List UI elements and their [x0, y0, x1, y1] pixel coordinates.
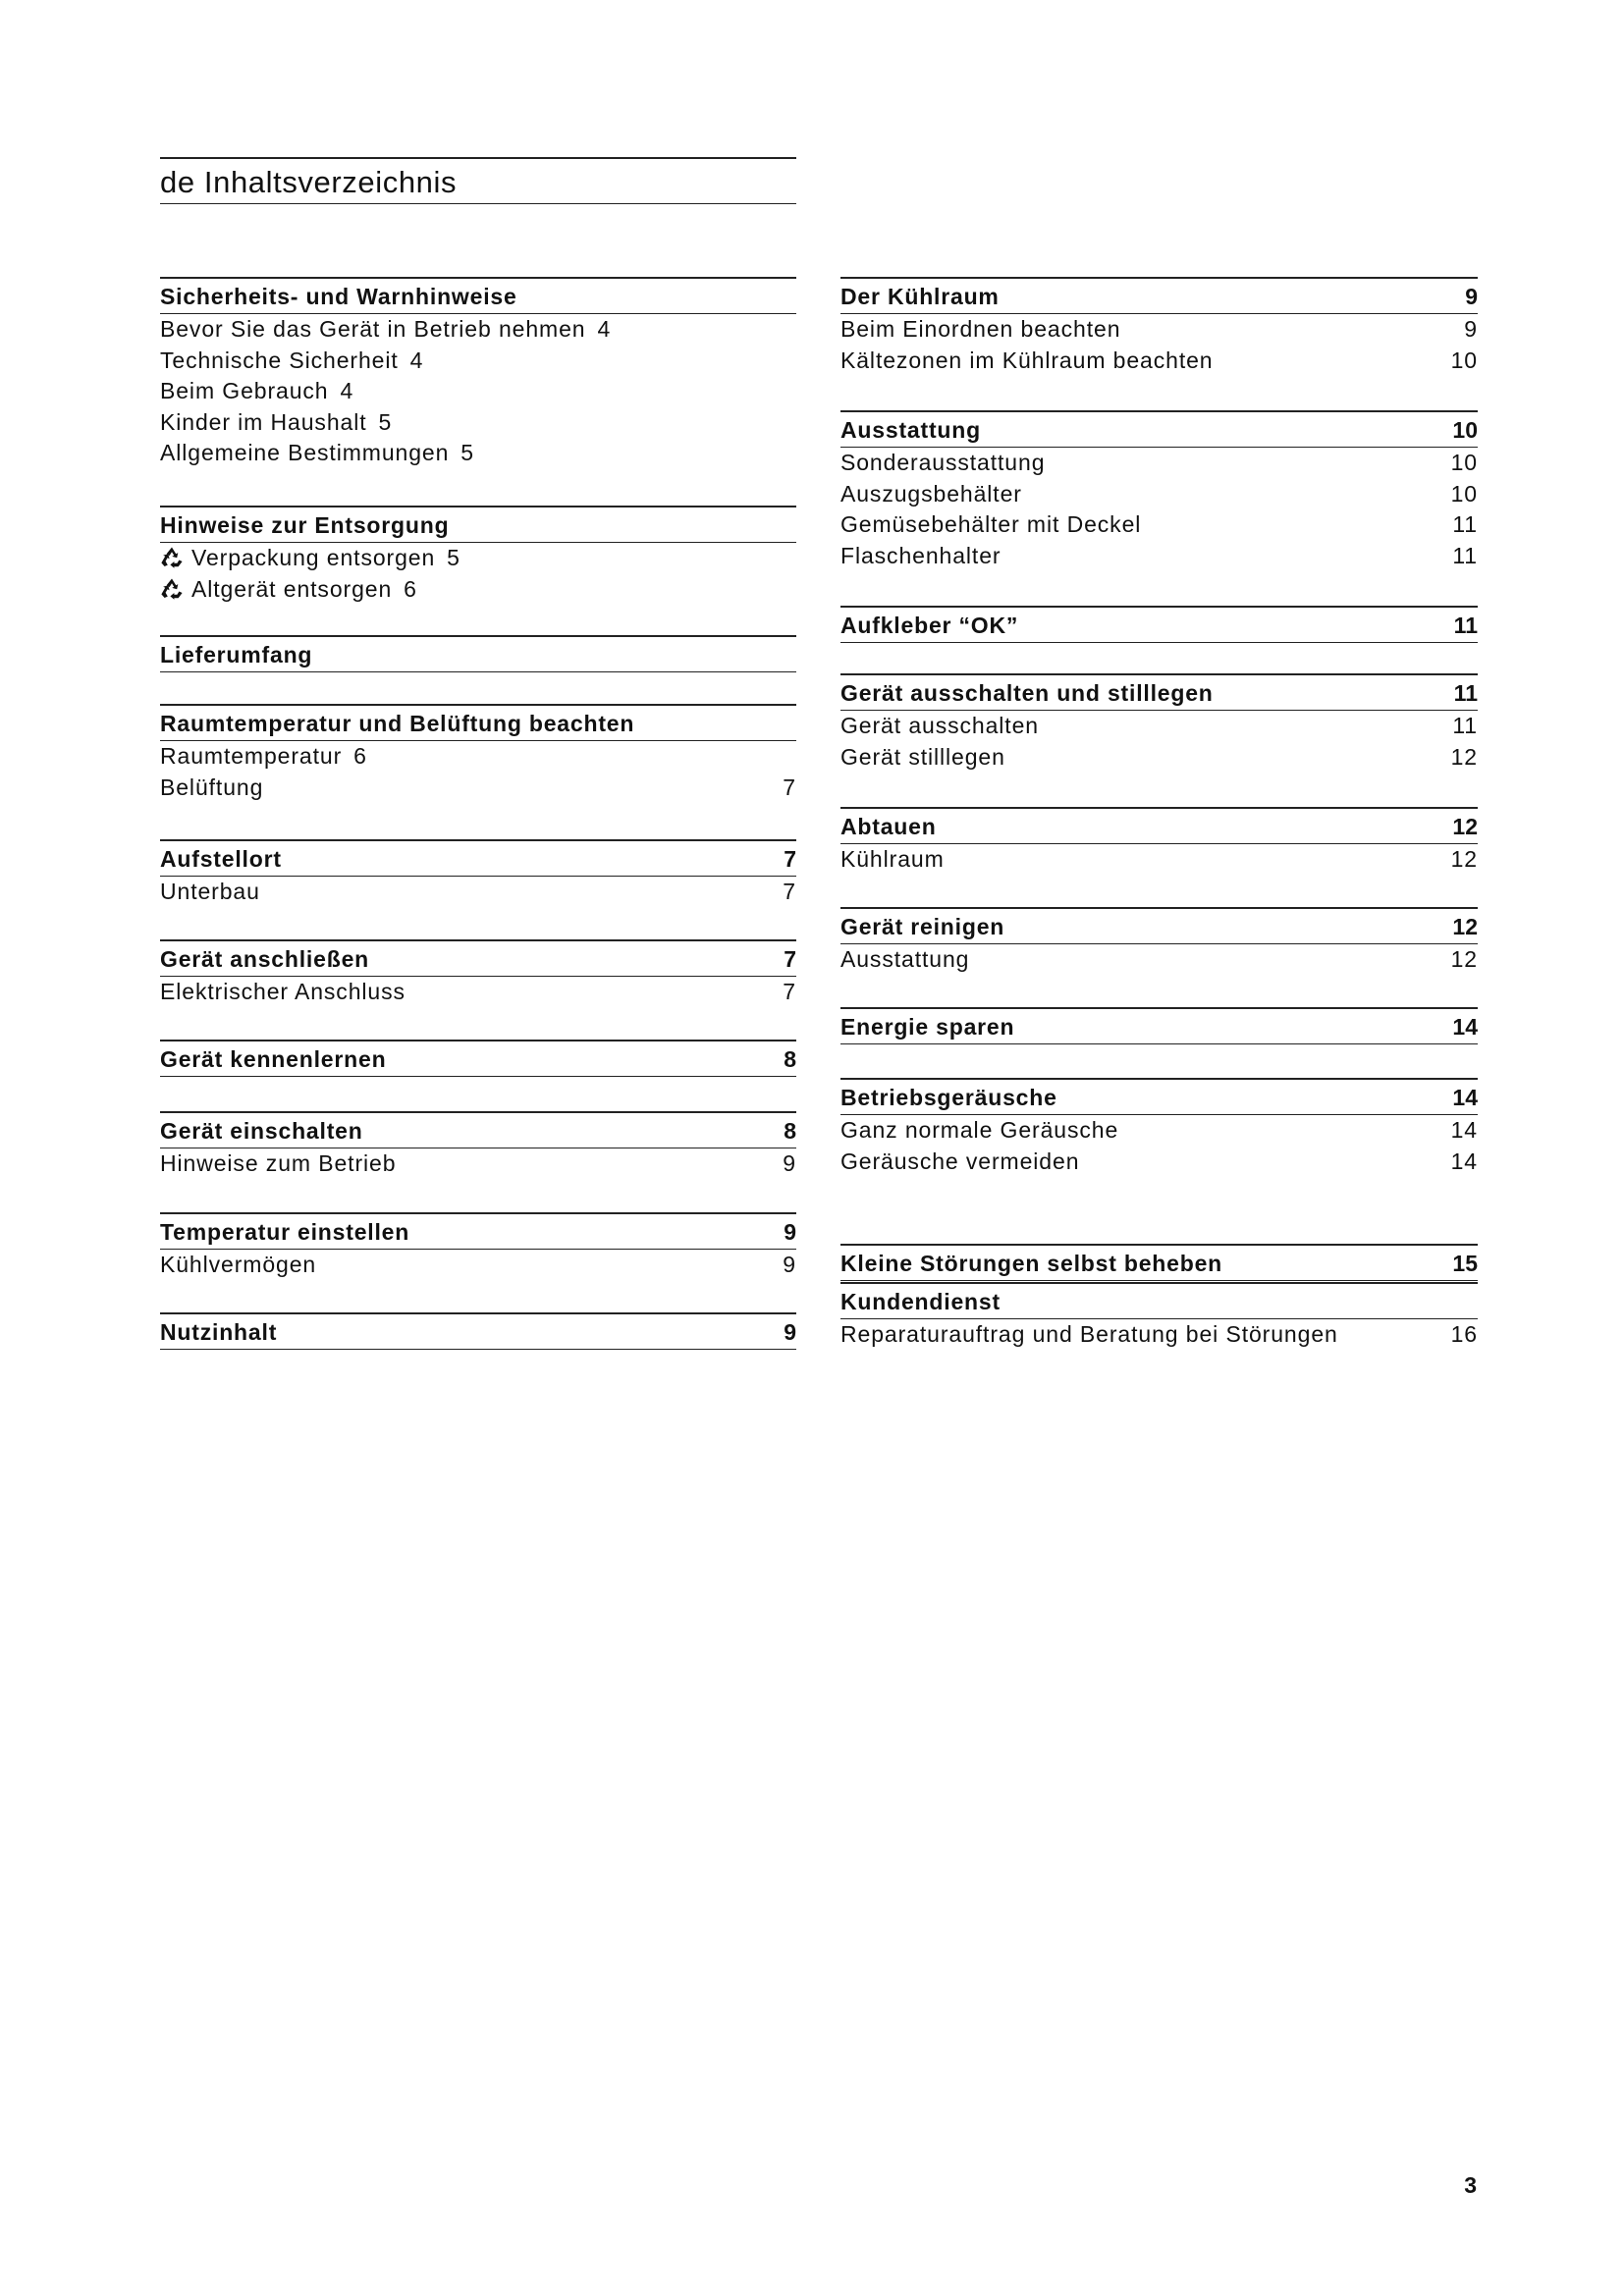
toc-section-heading[interactable]: [160, 1212, 796, 1250]
entry-label-wrap: [160, 545, 460, 571]
entry-label-wrap: [160, 347, 423, 374]
entry-label-wrap: [160, 979, 406, 1005]
entry-label: Reparaturauftrag und Beratung bei Störungen: [840, 1321, 1338, 1347]
toc-entry-list: [160, 672, 796, 673]
entry-label: Gemüsebehälter mit Deckel: [840, 511, 1142, 537]
section-page-number: 12: [1452, 914, 1478, 939]
entry-page-number: 7: [783, 879, 796, 904]
toc-section-kundendienst: [840, 1282, 1478, 1352]
section-title: Gerät ausschalten und stilllegen: [840, 680, 1214, 706]
toc-section-heading[interactable]: [160, 839, 796, 877]
section-title: Ausstattung: [840, 417, 981, 443]
toc-section-hinweise-zur-entsorgung: [160, 506, 796, 606]
toc-section-heading[interactable]: [840, 1007, 1478, 1044]
entry-page-number: 11: [1452, 542, 1478, 568]
entry-label: Unterbau: [160, 879, 260, 904]
toc-section-heading[interactable]: [160, 1040, 796, 1077]
entry-page-number: 10: [1450, 480, 1478, 507]
section-page-number: 9: [1465, 284, 1478, 309]
toc-entry[interactable]: [840, 845, 1478, 877]
toc-entry[interactable]: [160, 408, 796, 440]
toc-entry[interactable]: [840, 347, 1478, 378]
entry-label-wrap: [840, 543, 1001, 569]
entry-label-wrap: [160, 316, 611, 343]
entry-label: Gerät stilllegen: [840, 743, 1005, 770]
entry-label-wrap: [160, 774, 263, 801]
entry-label-wrap: [840, 347, 1214, 374]
toc-entry-list: [840, 944, 1478, 977]
section-title: Temperatur einstellen: [160, 1219, 410, 1245]
section-page-number: 12: [1452, 814, 1478, 839]
toc-entry[interactable]: [840, 712, 1478, 743]
section-page-number: 11: [1453, 613, 1478, 638]
entry-page-number: 9: [1464, 316, 1478, 342]
entry-page-number: 10: [1450, 450, 1478, 475]
toc-section-heading[interactable]: [840, 606, 1478, 643]
toc-entry[interactable]: [160, 878, 796, 909]
toc-section-geraet-reinigen: [840, 907, 1478, 977]
section-page-number: 8: [784, 1046, 796, 1072]
page-number: 3: [1464, 2172, 1477, 2198]
section-title: Raumtemperatur und Belüftung beachten: [160, 711, 635, 736]
toc-entry-list: [840, 711, 1478, 774]
entry-label: Ausstattung: [840, 946, 970, 972]
entry-label-wrap: [840, 450, 1045, 476]
toc-section-heading[interactable]: [840, 807, 1478, 844]
toc-entry[interactable]: [840, 743, 1478, 774]
section-title: Betriebsgeräusche: [840, 1085, 1057, 1110]
entry-label: Allgemeine Bestimmungen: [160, 440, 450, 465]
section-page-number: 15: [1452, 1251, 1478, 1276]
toc-entry[interactable]: [840, 510, 1478, 542]
toc-section-heading[interactable]: [840, 1244, 1478, 1281]
toc-section-heading[interactable]: [160, 1111, 796, 1148]
entry-label: Hinweise zum Betrieb: [160, 1150, 397, 1176]
toc-entry[interactable]: [840, 1148, 1478, 1179]
toc-section-betriebsgeraeusche: [840, 1078, 1478, 1178]
entry-label: Technische Sicherheit: [160, 347, 399, 373]
entry-label: Gerät ausschalten: [840, 713, 1039, 738]
toc-entry[interactable]: [160, 347, 796, 378]
toc-section-nutzinhalt: [160, 1312, 796, 1351]
toc-entry-list: [160, 741, 796, 804]
section-title: Gerät kennenlernen: [160, 1046, 387, 1072]
toc-section-heading[interactable]: [840, 673, 1478, 711]
toc-entry[interactable]: [160, 742, 796, 774]
entry-page-number: 11: [1452, 511, 1478, 537]
entry-label-wrap: [160, 1252, 316, 1278]
toc-section-lieferumfang: [160, 635, 796, 673]
toc-section-heading[interactable]: [160, 939, 796, 977]
toc-entry[interactable]: [160, 774, 796, 805]
entry-label: Kältezonen im Kühlraum beachten: [840, 347, 1214, 373]
toc-section-heading[interactable]: [160, 704, 796, 741]
entry-label: Altgerät entsorgen: [191, 575, 393, 602]
entry-label-wrap: [840, 846, 945, 873]
entry-label-wrap: [840, 713, 1039, 739]
toc-section-heading[interactable]: [840, 1078, 1478, 1115]
toc-section-geraet-kennenlernen: [160, 1040, 796, 1078]
section-title: Gerät reinigen: [840, 914, 1005, 939]
entry-label: Geräusche vermeiden: [840, 1148, 1080, 1174]
entry-label: Elektrischer Anschluss: [160, 979, 406, 1004]
entry-page-number: 12: [1450, 846, 1478, 872]
section-page-number: 9: [784, 1219, 796, 1245]
entry-label: Ganz normale Geräusche: [840, 1117, 1119, 1143]
entry-label-wrap: [840, 946, 969, 973]
section-page-number: 14: [1452, 1014, 1478, 1040]
entry-page-number: 7: [783, 979, 796, 1004]
toc-entry[interactable]: [840, 315, 1478, 347]
entry-page-number: 4: [409, 347, 424, 373]
entry-page-number: 4: [597, 316, 612, 342]
section-page-number: 9: [784, 1319, 796, 1345]
toc-section-temperatur-einstellen: [160, 1212, 796, 1282]
toc-entry[interactable]: [840, 449, 1478, 480]
toc-entry-list: [840, 643, 1478, 644]
section-page-number: 7: [784, 946, 796, 972]
toc-entry[interactable]: [160, 575, 796, 607]
toc-entry[interactable]: [160, 544, 796, 575]
section-title: Der Kühlraum: [840, 284, 1000, 309]
toc-entry-list: [160, 1148, 796, 1181]
toc-section-geraet-einschalten: [160, 1111, 796, 1181]
section-page-number: 10: [1452, 417, 1478, 443]
toc-entry-list: [840, 448, 1478, 572]
section-page-number: 14: [1452, 1085, 1478, 1110]
section-title: Energie sparen: [840, 1014, 1015, 1040]
toc-entry[interactable]: [840, 1320, 1478, 1352]
section-title: Aufstellort: [160, 846, 282, 872]
entry-page-number: 9: [783, 1252, 796, 1277]
entry-label-wrap: [160, 1150, 396, 1177]
entry-label-wrap: [840, 481, 1022, 507]
toc-entry-list: [160, 1250, 796, 1282]
toc-section-geraet-anschliessen: [160, 939, 796, 1009]
entry-label: Kinder im Haushalt: [160, 408, 367, 435]
section-title: Abtauen: [840, 814, 937, 839]
entry-label-wrap: [840, 1321, 1338, 1348]
toc-section-aufstellort: [160, 839, 796, 909]
recycle-icon: [160, 546, 184, 569]
recycle-icon: [160, 577, 184, 601]
toc-section-heading[interactable]: [160, 1312, 796, 1350]
entry-label: Raumtemperatur: [160, 743, 343, 769]
entry-page-number: 5: [378, 408, 393, 435]
toc-entry[interactable]: [160, 377, 796, 408]
entry-page-number: 14: [1450, 1148, 1478, 1174]
entry-label: Kühlraum: [840, 846, 945, 872]
entry-label-wrap: [160, 378, 353, 404]
toc-entry[interactable]: [160, 1251, 796, 1282]
section-title: Kundendienst: [840, 1289, 1001, 1314]
entry-page-number: 9: [783, 1150, 796, 1176]
entry-page-number: 6: [404, 575, 417, 602]
toc-entry-list: [840, 1044, 1478, 1045]
entry-page-number: 12: [1450, 743, 1478, 770]
toc-entry[interactable]: [160, 978, 796, 1009]
section-page-number: 8: [784, 1118, 796, 1144]
section-title: Gerät einschalten: [160, 1118, 363, 1144]
entry-label: Sonderausstattung: [840, 450, 1046, 475]
toc-entry-list: [840, 844, 1478, 877]
toc-section-heading[interactable]: [160, 506, 796, 543]
entry-label: Bevor Sie das Gerät in Betrieb nehmen: [160, 316, 586, 342]
page-title: de Inhaltsverzeichnis: [160, 165, 458, 199]
toc-section-energie-sparen: [840, 1007, 1478, 1045]
entry-label: Belüftung: [160, 774, 264, 800]
entry-page-number: 14: [1450, 1117, 1478, 1143]
toc-section-heading[interactable]: [160, 277, 796, 314]
toc-entry[interactable]: [160, 1149, 796, 1181]
section-page-number: 7: [784, 846, 796, 872]
toc-section-heading[interactable]: [840, 1282, 1478, 1319]
entry-page-number: 7: [783, 774, 796, 800]
section-title: Gerät anschließen: [160, 946, 370, 972]
entry-label-wrap: [160, 576, 417, 603]
toc-entry[interactable]: [840, 945, 1478, 977]
entry-label-wrap: [160, 440, 474, 466]
entry-label: Beim Gebrauch: [160, 378, 329, 403]
toc-entry-list: [160, 977, 796, 1009]
toc-section-raumtemperatur-und-belueftung-beachten: [160, 704, 796, 804]
entry-page-number: 5: [460, 440, 474, 465]
toc-section-heading[interactable]: [160, 635, 796, 672]
entry-page-number: 10: [1450, 347, 1478, 373]
entry-label-wrap: [840, 1148, 1079, 1175]
entry-page-number: 4: [340, 378, 354, 403]
toc-entry[interactable]: [160, 315, 796, 347]
entry-label-wrap: [160, 743, 367, 770]
entry-page-number: 16: [1450, 1321, 1478, 1347]
toc-entry-list: [160, 1077, 796, 1078]
entry-page-number: 5: [447, 545, 460, 570]
section-title: Sicherheits- und Warnhinweise: [160, 284, 517, 309]
toc-entry-list: [160, 543, 796, 606]
toc-entry-list: [160, 877, 796, 909]
toc-entry-list: [160, 314, 796, 470]
entry-label: Verpackung entsorgen: [191, 545, 436, 570]
toc-entry-list: [840, 1115, 1478, 1178]
toc-section-der-kuehlraum: [840, 277, 1478, 377]
section-title: Nutzinhalt: [160, 1319, 278, 1345]
toc-entry[interactable]: [160, 439, 796, 470]
section-title: Lieferumfang: [160, 642, 313, 667]
toc-section-ausstattung: [840, 410, 1478, 572]
toc-section-geraet-ausschalten-und-stilllegen: [840, 673, 1478, 774]
entry-page-number: 11: [1452, 713, 1478, 738]
section-page-number: 11: [1453, 680, 1478, 706]
entry-label: Kühlvermögen: [160, 1252, 317, 1277]
toc-entry[interactable]: [840, 1116, 1478, 1148]
toc-entry-list: [840, 1319, 1478, 1352]
toc-section-heading[interactable]: [840, 410, 1478, 448]
toc-section-aufkleber-ok: [840, 606, 1478, 644]
entry-label-wrap: [840, 744, 1005, 771]
toc-section-sicherheits-und-warnhinweise: [160, 277, 796, 470]
section-title: Hinweise zur Entsorgung: [160, 512, 450, 538]
toc-section-heading[interactable]: [840, 277, 1478, 314]
entry-label: Flaschenhalter: [840, 542, 1001, 568]
entry-label: Beim Einordnen beachten: [840, 316, 1121, 342]
entry-label: Auszugsbehälter: [840, 480, 1022, 507]
section-title: Aufkleber “OK”: [840, 613, 1019, 638]
entry-label-wrap: [160, 409, 392, 436]
toc-section-abtauen: [840, 807, 1478, 877]
entry-label-wrap: [840, 316, 1120, 343]
section-title: Kleine Störungen selbst beheben: [840, 1251, 1223, 1276]
entry-label-wrap: [160, 879, 260, 905]
toc-entry[interactable]: [840, 542, 1478, 573]
entry-page-number: 12: [1450, 946, 1478, 972]
toc-entry-list: [840, 314, 1478, 377]
entry-page-number: 6: [353, 743, 367, 769]
toc-section-heading[interactable]: [840, 907, 1478, 944]
entry-label-wrap: [840, 1117, 1118, 1144]
toc-entry[interactable]: [840, 480, 1478, 511]
page-header: [160, 157, 796, 204]
toc-section-kleine-stoerungen-selbst-beheben: [840, 1244, 1478, 1282]
entry-label-wrap: [840, 511, 1141, 538]
toc-entry-list: [160, 1350, 796, 1351]
